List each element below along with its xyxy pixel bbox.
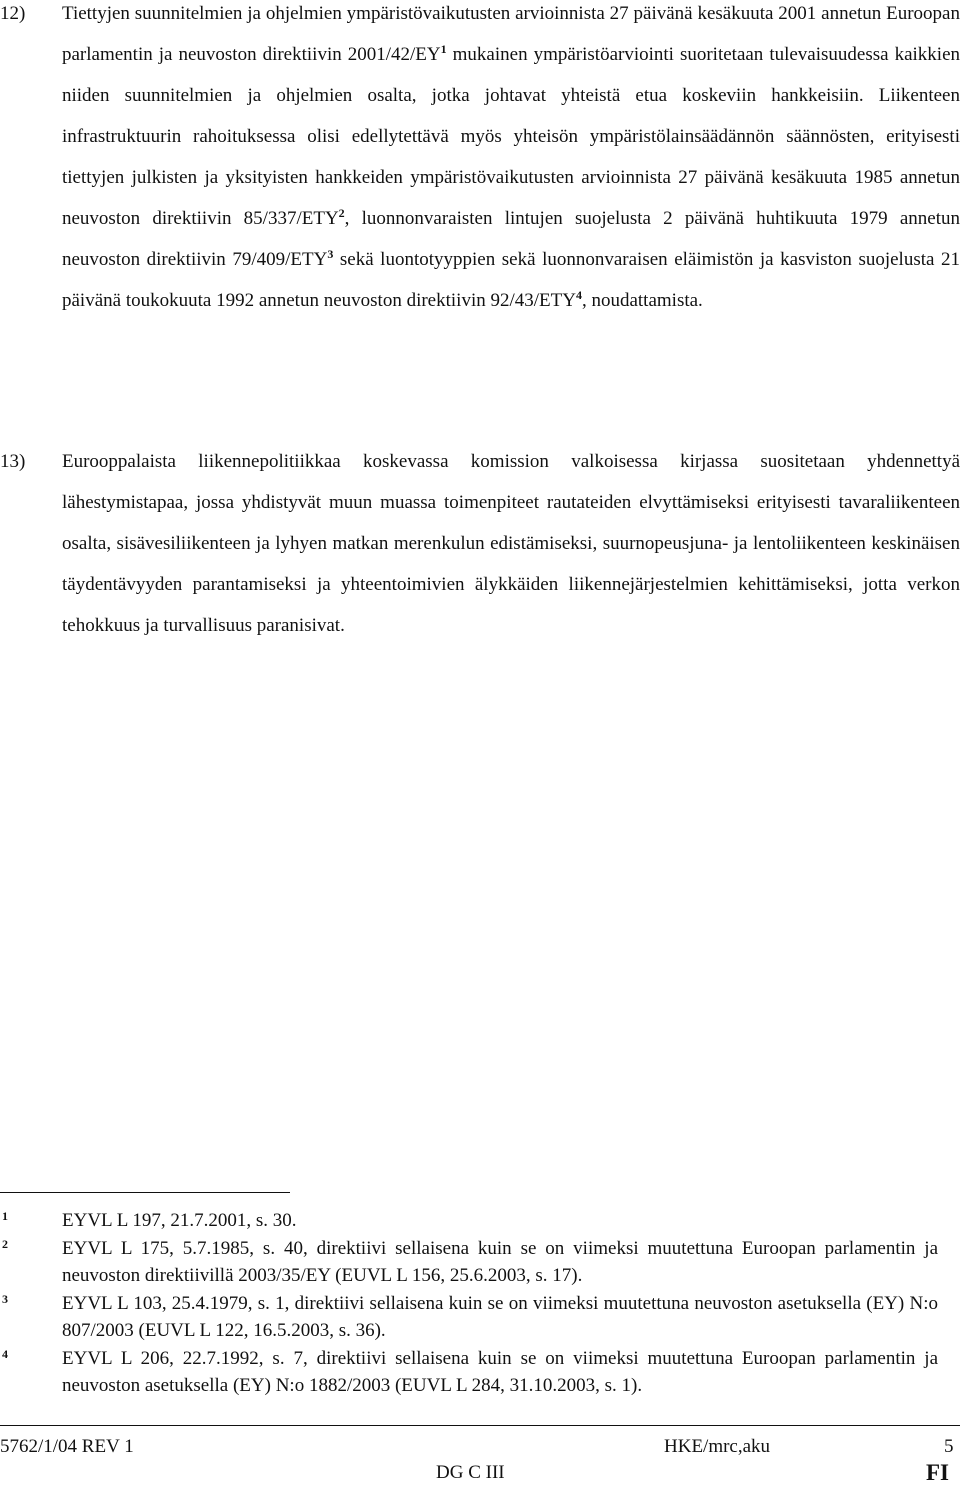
footnote-3 xyxy=(0,1290,960,1345)
footnotes xyxy=(0,1207,960,1400)
page-footer xyxy=(0,1432,960,1489)
text-segment: , luonnonvaraisten lintujen suojelusta 2 päivänä huhtikuuta 1979 annetun neuvoston direktiivin 79/409/ETY xyxy=(62,208,960,270)
language-code: FI xyxy=(926,1460,949,1485)
paragraph-number: 12) xyxy=(0,3,26,24)
paragraph-12 xyxy=(0,0,960,403)
footnote-separator xyxy=(0,1192,290,1193)
footnote-number: 4 xyxy=(2,1346,8,1361)
footnote-number: 3 xyxy=(2,1291,8,1306)
paragraph-number: 13) xyxy=(0,451,26,472)
text-segment: sekä luontotyyppien sekä luonnonvaraisen eläimistön ja kasviston suojelusta 21 päivänä toukokuuta 1992 annetun neuvoston direktiivin 92/43/ETY xyxy=(62,249,960,311)
footnote-number: 1 xyxy=(2,1209,8,1223)
footnote-ref-2[interactable]: 2 xyxy=(338,206,345,220)
footnote-text: EYVL L 175, 5.7.1985, s. 40, direktiivi sellaisena kuin se on viimeksi muutettuna Euroopan parlamentin ja neuvoston direktiivillä 2003/35/EY (EUVL L 156, 25.6.2003, s. 17). xyxy=(62,1237,938,1286)
directorate-label: DG C III xyxy=(436,1462,505,1483)
document-reference: 5762/1/04 REV 1 xyxy=(0,1436,134,1457)
footnote-text: EYVL L 103, 25.4.1979, s. 1, direktiivi sellaisena kuin se on viimeksi muutettuna neuvoston asetuksella (EY) N:o 807/2003 (EUVL L 122, 16.5.2003, s. 36). xyxy=(62,1292,938,1341)
footnote-text: EYVL L 206, 22.7.1992, s. 7, direktiivi sellaisena kuin se on viimeksi muutettuna Euroopan parlamentin ja neuvoston asetuksella (EY) N:o 1882/2003 (EUVL L 284, 31.10.2003, s. 1). xyxy=(62,1347,938,1396)
footnote-2 xyxy=(0,1235,960,1290)
footer-separator xyxy=(0,1425,960,1426)
text-segment: , noudattamista. xyxy=(581,290,703,311)
page-number: 5 xyxy=(944,1436,954,1457)
footnote-ref-1[interactable]: 1 xyxy=(440,42,447,56)
author-code: HKE/mrc,aku xyxy=(664,1436,771,1457)
footnote-1 xyxy=(0,1207,960,1235)
footnote-4 xyxy=(0,1345,960,1400)
paragraph-13 xyxy=(0,441,960,701)
text-segment: Tiettyjen suunnitelmien ja ohjelmien ympäristövaikutusten arvioinnista 27 päivänä kesäkuuta 2001 annetun Euroopan parlamentin ja neuvoston direktiivin 2001/42/EY xyxy=(62,3,960,65)
footnote-ref-3[interactable]: 3 xyxy=(327,247,334,261)
footnote-text: EYVL L 197, 21.7.2001, s. 30. xyxy=(62,1210,297,1231)
paragraph-text: Eurooppalaista liikennepolitiikkaa koskevassa komission valkoisessa kirjassa suositetaan yhdennettyä lähestymistapaa, jossa yhdistyvät muun muassa toimenpiteet rautateiden elvyttämiseksi erityisesti tavaraliikenteen osalta, sisävesiliikenteen ja lyhyen matkan merenkulun edistämiseksi, suurnopeusjuna- ja lentoliikenteen keskinäisen täydentävyyden parantamiseksi ja yhteentoimivien älykkäiden liikennejärjestelmien kehittämiseksi, jotta verkon tehokkuus ja turvallisuus paranisivat. xyxy=(62,451,960,636)
text-segment: mukainen ympäristöarviointi suoritetaan tulevaisuudessa kaikkien niiden suunnitelmien ja ohjelmien osalta, jotka johtavat yhteistä etua koskeviin hankkeisiin. Liikenteen infrastruktuurin rahoituksessa olisi edellytettävä myös yhteisön ympäristölainsäädännön säännösten, erityisesti tiettyjen julkisten ja yksityisten hankkeiden ympäristövaikutusten arvioinnista 27 päivänä kesäkuuta 1985 annetun neuvoston direktiivin 85/337/ETY xyxy=(62,44,960,229)
paragraph-text xyxy=(62,0,960,321)
footnote-ref-4[interactable]: 4 xyxy=(575,288,582,302)
footnote-number: 2 xyxy=(2,1236,8,1251)
